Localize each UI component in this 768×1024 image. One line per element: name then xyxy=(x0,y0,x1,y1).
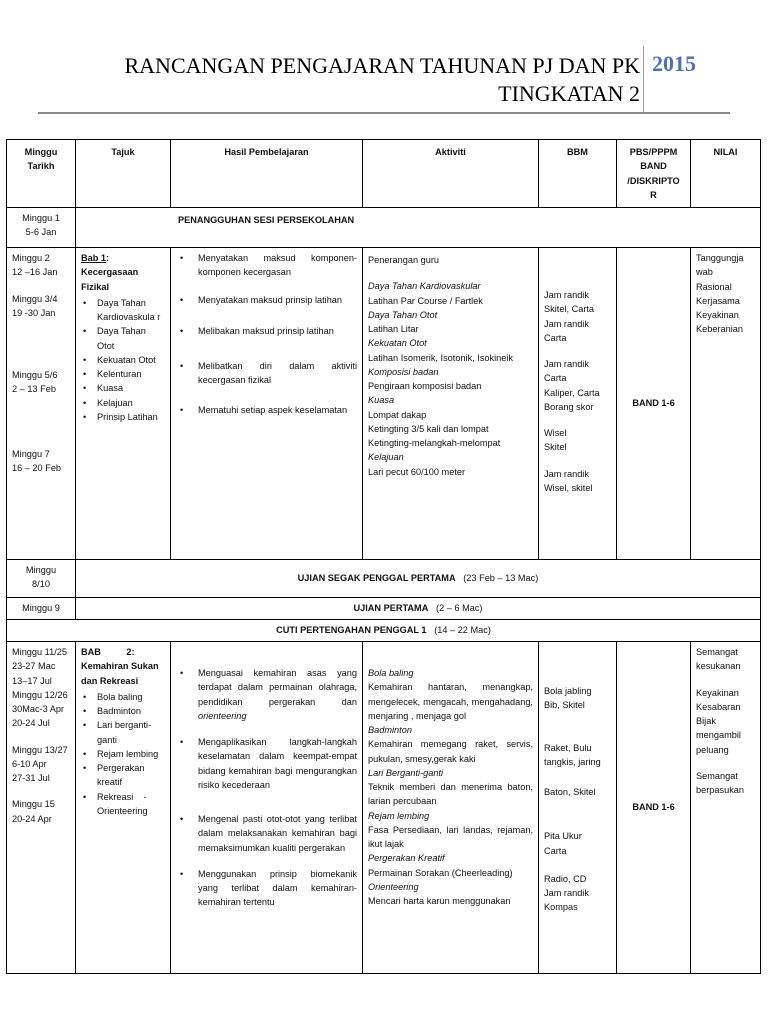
row6-bbm: Bola jabling Bib, Skitel Raket, Bulu tangkis, jaring Baton, Skitel Pita Ukur Carta Radio, CD Jam randik Kompas xyxy=(539,642,617,974)
document-year: 2015 xyxy=(652,51,696,76)
row2-hasil xyxy=(171,248,363,560)
col-header-hasil: Hasil Pembelajaran xyxy=(171,140,363,208)
title-line-1: RANCANGAN PENGAJARAN TAHUNAN PJ DAN PK xyxy=(124,53,640,78)
list-item: • Daya Tahan Kardiovaskula r xyxy=(81,296,165,325)
list-item: • Mematuhi setiap aspek keselamatan xyxy=(176,403,357,417)
tajuk-list xyxy=(81,690,165,818)
list-item: • Melibakan maksud prinsip latihan xyxy=(176,324,357,338)
list-item: • Rejam lembing xyxy=(81,747,165,761)
list-item: • Menyatakan maksud komponen-komponen kecergasan xyxy=(176,251,357,280)
row6-nilai: Semangat kesukanan Keyakinan Kesabaran Bijak mengambil peluang Semangat berpasukan xyxy=(691,642,761,974)
list-item: • Menyatakan maksud prinsip latihan xyxy=(176,293,357,307)
row2-minggu: Minggu 2 12 –16 Jan Minggu 3/4 19 -30 Jan Minggu 5/6 2 – 13 Feb Minggu 7 16 – 20 Feb xyxy=(7,248,76,560)
table-row xyxy=(7,208,761,248)
list-item: • Kelenturan xyxy=(81,367,165,381)
row4-minggu: Minggu 9 xyxy=(7,598,76,620)
tajuk-list xyxy=(81,296,165,424)
row2-bbm: Jam randik Skitel, Carta Jam randik Carta Jam randik Carta Kaliper, Carta Borang skor Wisel Skitel Jam randik Wisel, skitel xyxy=(539,248,617,560)
list-item: • Daya Tahan Otot xyxy=(81,324,165,353)
row2-nilai: Tanggungja wab Rasional Kerjasama Keyakinan Keberanian xyxy=(691,248,761,560)
hasil-list xyxy=(176,666,357,910)
row6-band: BAND 1-6 xyxy=(617,642,691,974)
header-divider-vertical xyxy=(643,46,644,114)
table-row xyxy=(7,560,761,598)
table-row xyxy=(7,248,761,560)
row2-aktiviti: Penerangan guru Daya Tahan Kardiovaskular Latihan Par Course / Fartlek Daya Tahan Otot Latihan Litar Kekuatan Otot Latihan Isomerik, Isotonik, Isokineik Komposisi badan Pengiraan komposisi badan Kuasa Lompat dakap Ketingting 3/5 kali dan lompat Ketingting-melangkah-melompat Kelajuan Lari pecut 60/100 meter xyxy=(363,248,539,560)
row6-hasil xyxy=(171,642,363,974)
row2-tajuk: Bab 1: Kecergasaan Fizikal • Daya Tahan Kardiovaskula r • Daya Tahan Otot • Kekuatan Otot • Kelenturan • Kuasa • Kelajuan • Prinsip Latihan xyxy=(76,248,171,560)
list-item: • Menggunakan prinsip biomekanik yang terlibat dalam kemahiran-kemahiran tertentu xyxy=(176,867,357,910)
lesson-plan-table xyxy=(6,139,761,974)
row1-note: PENANGGUHAN SESI PERSEKOLAHAN xyxy=(76,208,761,248)
col-header-pbs: PBS/PPPM BAND /DISKRIPTO R xyxy=(617,140,691,208)
list-item: • Mengaplikasikan langkah-langkah keselamatan dalam keempat-empat bidang kemahiran bagi mengurangkan risiko kecederaan xyxy=(176,735,357,792)
col-header-nilai: NILAI xyxy=(691,140,761,208)
row5-note: CUTI PERTENGAHAN PENGGAL 1 (14 – 22 Mac) xyxy=(7,620,761,642)
list-item: • Kelajuan xyxy=(81,396,165,410)
list-item: • Pergerakan kreatif xyxy=(81,761,165,790)
list-item: • Mengenal pasti otot-otot yang terlibat dalam melaksanakan kemahiran bagi memaksimumkan kualiti pergerakan xyxy=(176,812,357,855)
list-item: • Kekuatan Otot xyxy=(81,353,165,367)
row6-tajuk: BAB 2: Kemahiran Sukan dan Rekreasi • Bola baling • Badminton • Lari berganti-ganti • Rejam lembing • Pergerakan kreatif • Rekreasi -Orienteering xyxy=(76,642,171,974)
list-item: • Melibatkan diri dalam aktiviti kecergasan fizikal xyxy=(176,359,357,388)
header-rule xyxy=(38,112,730,114)
list-item: • Badminton xyxy=(81,704,165,718)
document-title xyxy=(125,52,641,108)
tajuk-title: Bab 1: xyxy=(81,253,110,263)
list-item: • Bola baling xyxy=(81,690,165,704)
list-item: • Lari berganti-ganti xyxy=(81,718,165,747)
col-header-aktiviti: Aktiviti xyxy=(363,140,539,208)
list-item: • Menguasai kemahiran asas yang terdapat dalam permainan olahraga, pendidikan pergerakan dan orienteering xyxy=(176,666,357,723)
row1-minggu: Minggu 1 5-6 Jan xyxy=(7,208,76,248)
table-row xyxy=(7,620,761,642)
table-header-row xyxy=(7,140,761,208)
row6-aktiviti: Bola baling Kemahiran hantaran, menangkap, mengelecek, mengacah, mengahadang, menjaring , menjaga gol Badminton Kemahiran memegang raket, servis, pukulan, smesy,gerak kaki Lari Berganti-ganti Teknik memberi dan menerima baton, larian percubaan Rejam lembing Fasa Persediaan, lari landas, rejaman, ikut lajak Pergerakan Kreatif Permainan Sorakan (Cheerleading) Orienteering Mencari harta karun menggunakan xyxy=(363,642,539,974)
list-item: • Rekreasi -Orienteering xyxy=(81,790,165,819)
col-header-minggu: Minggu Tarikh xyxy=(7,140,76,208)
hasil-list xyxy=(176,251,357,417)
col-header-tajuk: Tajuk xyxy=(76,140,171,208)
title-line-2: TINGKATAN 2 xyxy=(498,81,640,106)
col-header-bbm: BBM xyxy=(539,140,617,208)
row2-band: BAND 1-6 xyxy=(617,248,691,560)
row6-minggu: Minggu 11/25 23-27 Mac 13–17 Jul Minggu 12/26 30Mac-3 Apr 20-24 Jul Minggu 13/27 6-10 Apr 27-31 Jul Minggu 15 20-24 Apr xyxy=(7,642,76,974)
list-item: • Prinsip Latihan xyxy=(81,410,165,424)
table-row xyxy=(7,598,761,620)
table-row xyxy=(7,642,761,974)
row3-minggu: Minggu 8/10 xyxy=(7,560,76,598)
list-item: • Kuasa xyxy=(81,381,165,395)
row3-note: UJIAN SEGAK PENGGAL PERTAMA (23 Feb – 13 Mac) xyxy=(76,560,761,598)
row4-note: UJIAN PERTAMA (2 – 6 Mac) xyxy=(76,598,761,620)
